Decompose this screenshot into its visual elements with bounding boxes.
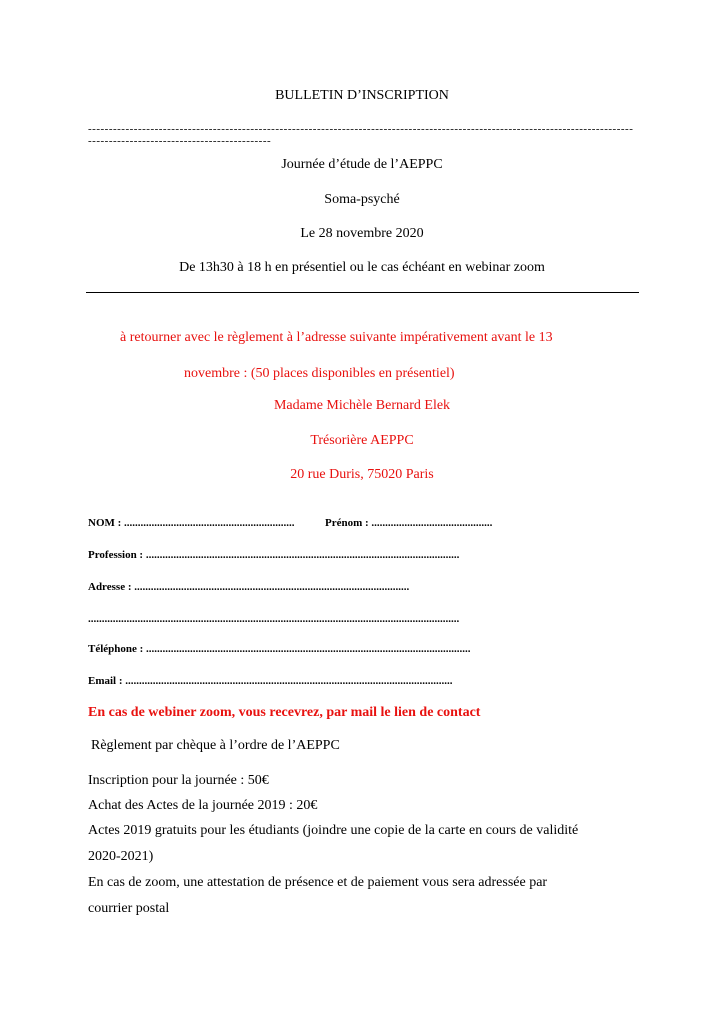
field-adresse-line2[interactable]: ....................................................................................................................................... [88, 613, 460, 625]
event-name: Journée d’étude de l’AEPPC [281, 157, 443, 172]
event-time: De 13h30 à 18 h en présentiel ou le cas échéant en webinar zoom [179, 260, 545, 275]
zoom-notice: En cas de webiner zoom, vous recevrez, par mail le lien de contact [88, 705, 481, 720]
students-note-line2: 2020-2021) [88, 849, 154, 864]
field-telephone[interactable]: Téléphone : ...................................................................................................................... [88, 643, 471, 655]
zoom-attestation-line1: En cas de zoom, une attestation de présence et de paiement vous sera adressée par [88, 875, 548, 890]
field-prenom[interactable]: Prénom : ............................................ [325, 517, 493, 529]
payment-info: Règlement par chèque à l’ordre de l’AEPPC [91, 738, 340, 753]
field-nom[interactable]: NOM : .............................................................. [88, 517, 295, 529]
event-theme: Soma-psyché [324, 192, 400, 207]
price-actes: Achat des Actes de la journée 2019 : 20€ [88, 798, 318, 813]
recipient-address: 20 rue Duris, 75020 Paris [290, 467, 434, 482]
event-date: Le 28 novembre 2020 [300, 226, 424, 241]
field-profession[interactable]: Profession : .................................................................................................................. [88, 549, 460, 561]
return-instructions-line1: à retourner avec le règlement à l’adresse suivante impérativement avant le 13 [120, 330, 553, 345]
zoom-attestation-line2: courrier postal [88, 901, 170, 916]
horizontal-rule [86, 292, 639, 293]
return-instructions-line2: novembre : (50 places disponibles en présentiel) [184, 366, 455, 381]
field-email[interactable]: Email : ....................................................................................................................... [88, 675, 453, 687]
field-adresse[interactable]: Adresse : .................................................................................................... [88, 581, 410, 593]
form-title: BULLETIN D’INSCRIPTION [275, 88, 449, 103]
dashed-separator: ------------------------------------------------------------------------------------------------------------------------------------------------------------------------------- [88, 123, 634, 147]
price-day: Inscription pour la journée : 50€ [88, 773, 269, 788]
recipient-name: Madame Michèle Bernard Elek [273, 398, 451, 413]
recipient-role: Trésorière AEPPC [310, 433, 414, 448]
students-note-line1: Actes 2019 gratuits pour les étudiants (joindre une copie de la carte en cours de validité [88, 823, 579, 838]
